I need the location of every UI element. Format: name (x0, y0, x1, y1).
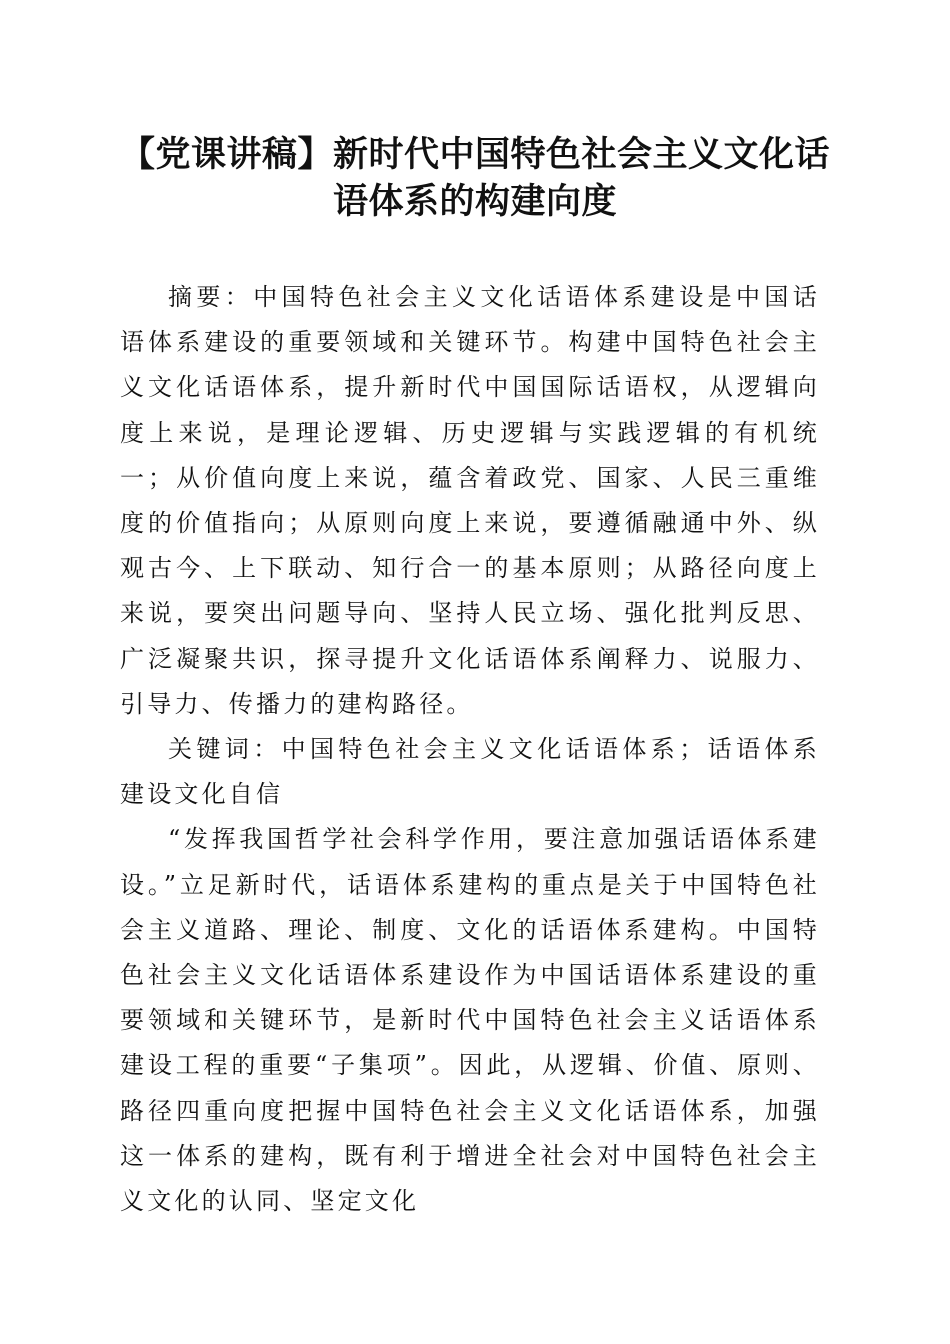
abstract-paragraph: 摘要：中国特色社会主义文化话语体系建设是中国话语体系建设的重要领域和关键环节。构建中国特色社会主义文化话语体系，提升新时代中国国际话语权，从逻辑向度上来说，是理论逻辑、历史逻辑与实践逻辑的有机统一；从价值向度上来说，蕴含着政党、国家、人民三重维度的价值指向；从原则向度上来说，要遵循融通中外、纵观古今、上下联动、知行合一的基本原则；从路径向度上来说，要突出问题导向、坚持人民立场、强化批判反思、广泛凝聚共识，探寻提升文化话语体系阐释力、说服力、引导力、传播力的建构路径。 (120, 283, 820, 718)
title-line-1: 【党课讲稿】新时代中国特色社会主义文化话 (119, 135, 830, 175)
document-body (120, 275, 820, 1224)
keywords-paragraph: 关键词：中国特色社会主义文化话语体系；话语体系建设文化自信 (120, 735, 820, 809)
document-title (110, 132, 840, 226)
title-line-2: 语体系的构建向度 (332, 182, 617, 222)
body-paragraph: “发挥我国哲学社会科学作用，要注意加强话语体系建设。”立足新时代，话语体系建构的重点是关于中国特色社会主义道路、理论、制度、文化的话语体系建构。中国特色社会主义文化话语体系建设作为中国话语体系建设的重要领域和关键环节，是新时代中国特色社会主义话语体系建设工程的重要“子集项”。因此，从逻辑、价值、原则、路径四重向度把握中国特色社会主义文化话语体系，加强这一体系的建构，既有利于增进全社会对中国特色社会主义文化的认同、坚定文化 (120, 825, 820, 1216)
